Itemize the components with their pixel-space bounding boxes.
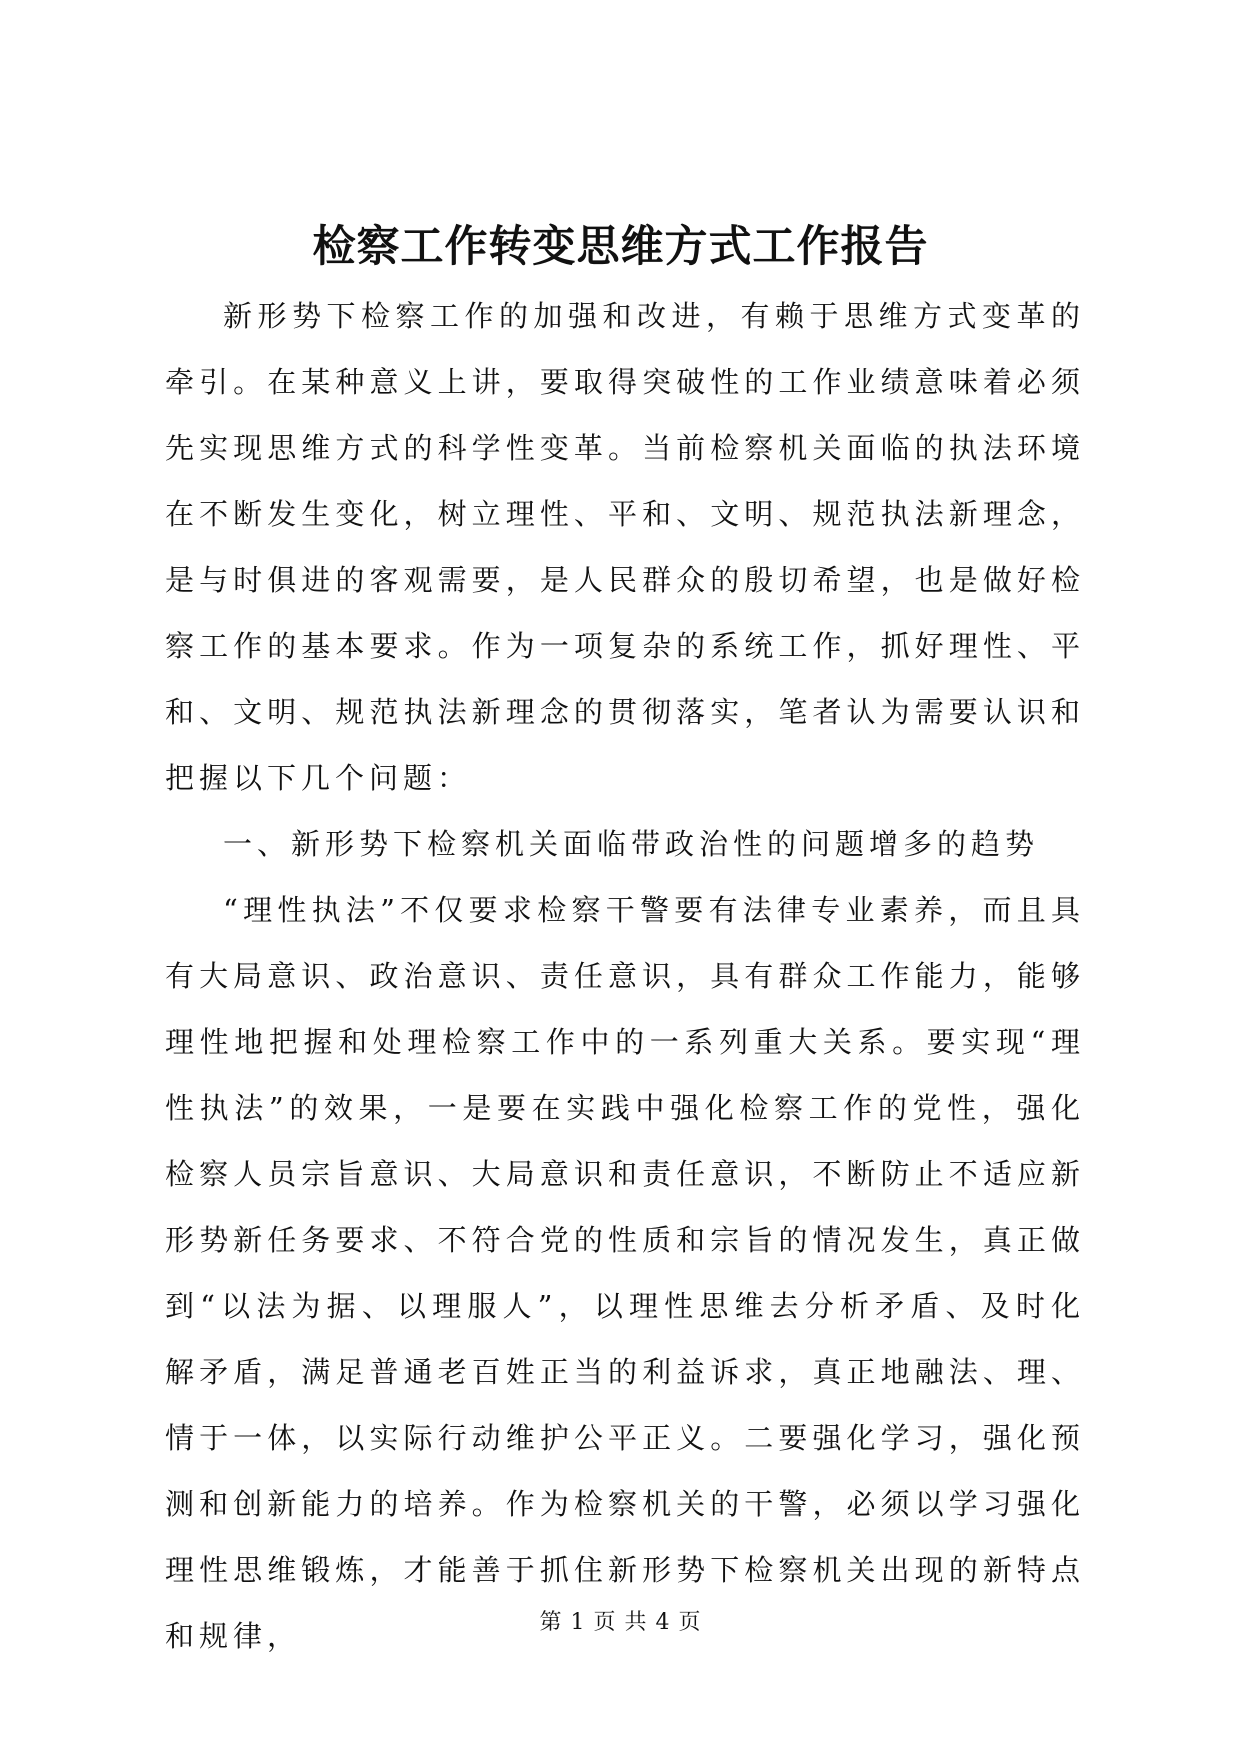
- page-footer: 第 1 页 共 4 页: [539, 1610, 702, 1635]
- document-title: 检察工作转变思维方式工作报告: [312, 222, 929, 272]
- document-body: [165, 283, 1085, 1669]
- section-heading-1: 一、新形势下检察机关面临带政治性的问题增多的趋势: [223, 827, 1040, 861]
- paragraph-intro: 新形势下检察工作的加强和改进，有赖于思维方式变革的牵引。在某种意义上讲，要取得突破性的工作业绩意味着必须先实现思维方式的科学性变革。当前检察机关面临的执法环境在不断发生变化，树立理性、平和、文明、规范执法新理念，是与时俱进的客观需要，是人民群众的殷切希望，也是做好检察工作的基本要求。作为一项复杂的系统工作，抓好理性、平和、文明、规范执法新理念的贯彻落实，笔者认为需要认识和把握以下几个问题：: [165, 299, 1085, 795]
- paragraph-rational-enforcement: “理性执法”不仅要求检察干警要有法律专业素养，而且具有大局意识、政治意识、责任意识，具有群众工作能力，能够理性地把握和处理检察工作中的一系列重大关系。要实现“理性执法”的效果，一是要在实践中强化检察工作的党性，强化检察人员宗旨意识、大局意识和责任意识，不断防止不适应新形势新任务要求、不符合党的性质和宗旨的情况发生，真正做到“以法为据、以理服人”，以理性思维去分析矛盾、及时化解矛盾，满足普通老百姓正当的利益诉求，真正地融法、理、情于一体，以实际行动维护公平正义。二要强化学习，强化预测和创新能力的培养。作为检察机关的干警，必须以学习强化理性思维锻炼，才能善于抓住新形势下检察机关出现的新特点和规律，: [165, 893, 1085, 1653]
